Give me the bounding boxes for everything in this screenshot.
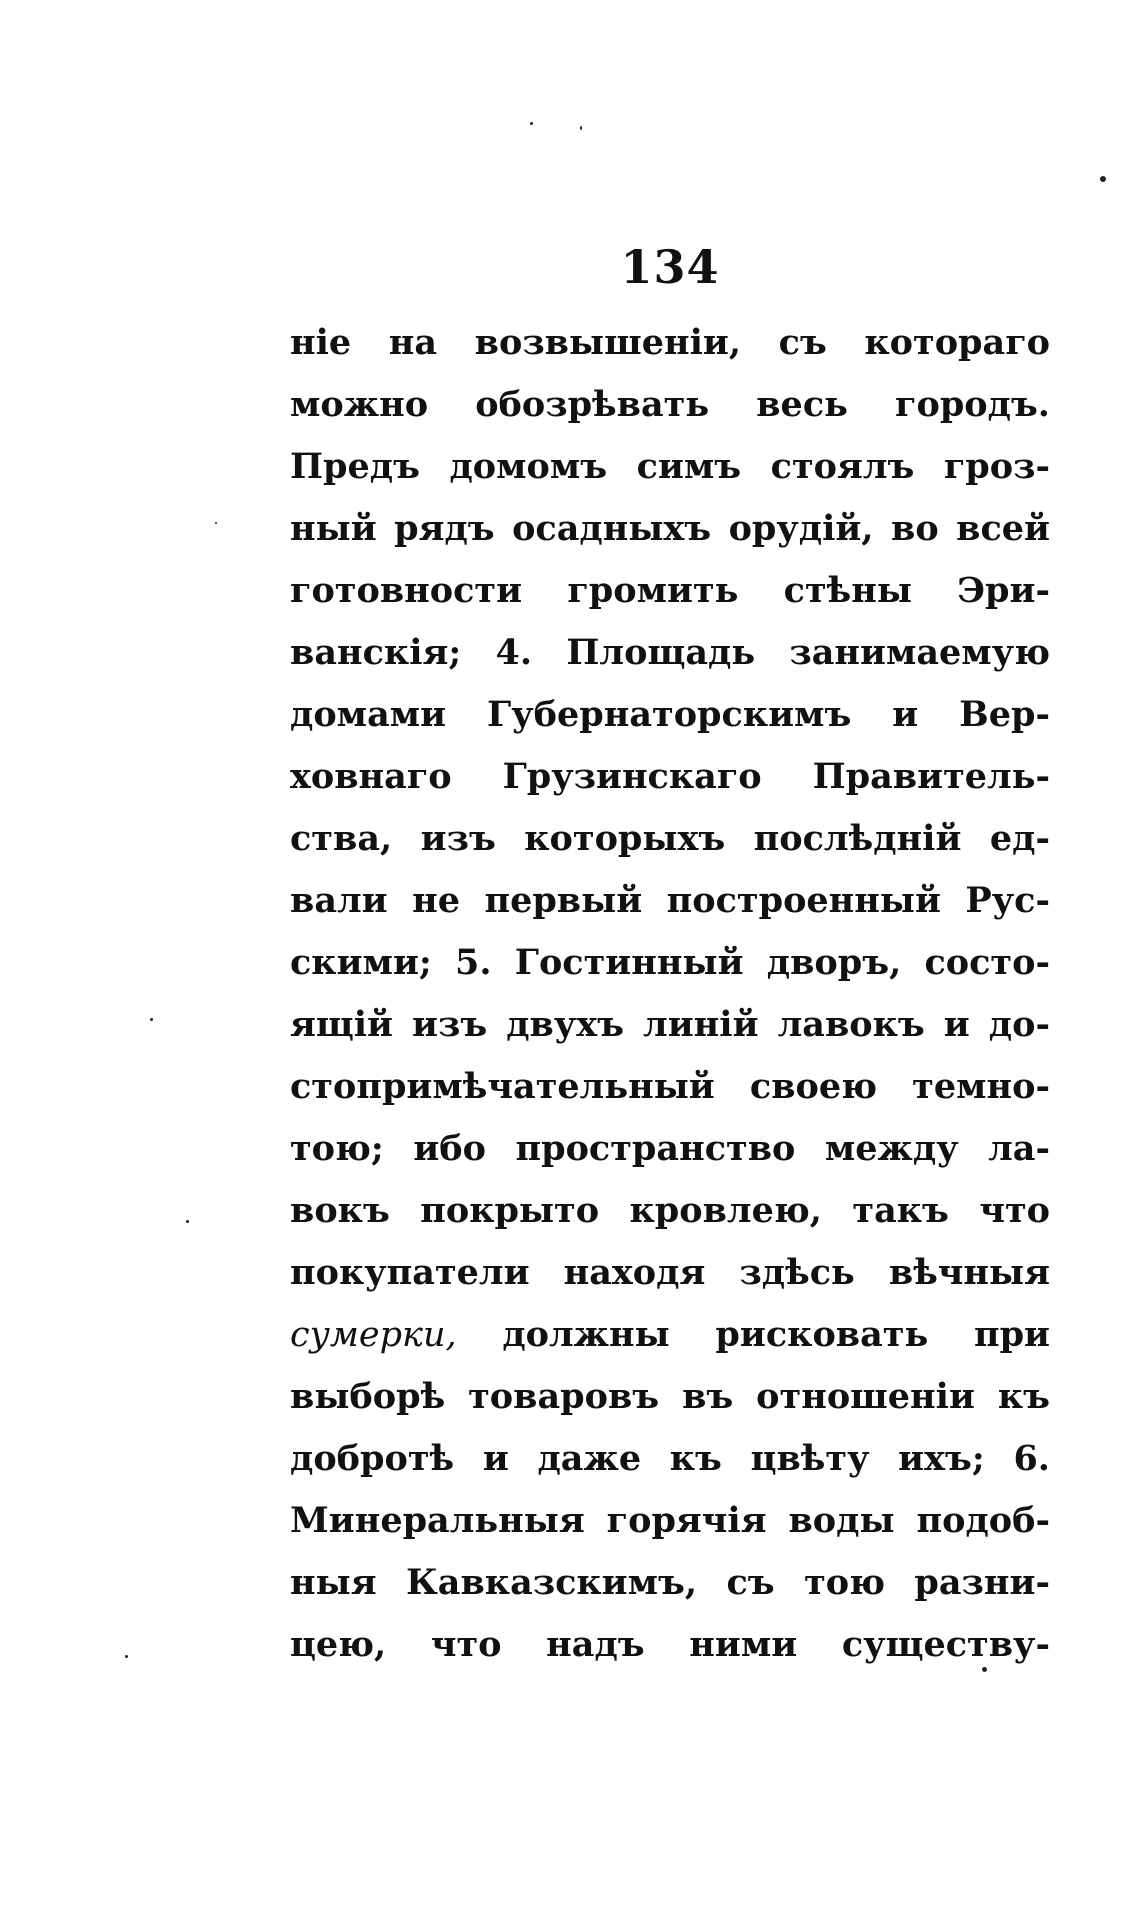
paper-speck	[982, 1667, 987, 1672]
text-line-20: Минеральныя горячія воды подоб-	[290, 1500, 1050, 1541]
body-text	[290, 312, 1050, 1676]
text-line-15: вокъ покрыто кровлею, такъ что	[290, 1190, 1050, 1231]
text-line-12: ящій изъ двухъ линій лавокъ и до-	[290, 1004, 1050, 1045]
text-line-21: ныя Кавказскимъ, съ тою разни-	[290, 1562, 1050, 1603]
text-line-9: ства, изъ которыхъ послѣдній ед-	[290, 818, 1050, 859]
text-line-22: цею, что надъ ними существу-	[290, 1624, 1050, 1665]
text-line-14: тою; ибо пространство между ла-	[290, 1128, 1050, 1169]
text-line-17-rest: должны рисковать при	[502, 1314, 1050, 1355]
text-line-17	[290, 1304, 1050, 1366]
italic-word: сумерки,	[290, 1315, 457, 1355]
text-line-5: готовности громить стѣны Эри-	[290, 570, 1050, 611]
paper-speck	[150, 1018, 153, 1021]
page-number: 134	[620, 240, 720, 294]
paper-speck	[125, 1655, 128, 1658]
text-line-6: ванскія; 4. Площадь занимаемую	[290, 632, 1050, 673]
paper-speck	[186, 1220, 189, 1223]
text-line-1: ніе на возвышеніи, съ котораго	[290, 322, 1050, 363]
text-line-19: добротѣ и даже къ цвѣту ихъ; 6.	[290, 1438, 1050, 1479]
text-line-11: скими; 5. Гостинный дворъ, состо-	[290, 942, 1050, 983]
text-line-13: стопримѣчательный своею темно-	[290, 1066, 1050, 1107]
paper-speck	[1100, 176, 1106, 182]
text-line-10: вали не первый построенный Рус-	[290, 880, 1050, 921]
paper-speck	[580, 126, 582, 130]
paper-speck	[215, 522, 217, 524]
text-line-18: выборѣ товаровъ въ отношеніи къ	[290, 1376, 1050, 1417]
text-line-3: Предъ домомъ симъ стоялъ гроз-	[290, 446, 1050, 487]
paper-speck	[530, 122, 533, 125]
text-line-16: покупатели находя здѣсь вѣчныя	[290, 1252, 1050, 1293]
text-line-8: ховнаго Грузинскаго Правитель-	[290, 756, 1050, 797]
text-line-2: можно обозрѣвать весь городъ.	[290, 384, 1050, 425]
text-line-7: домами Губернаторскимъ и Вер-	[290, 694, 1050, 735]
text-line-4: ный рядъ осадныхъ орудій, во всей	[290, 508, 1050, 549]
